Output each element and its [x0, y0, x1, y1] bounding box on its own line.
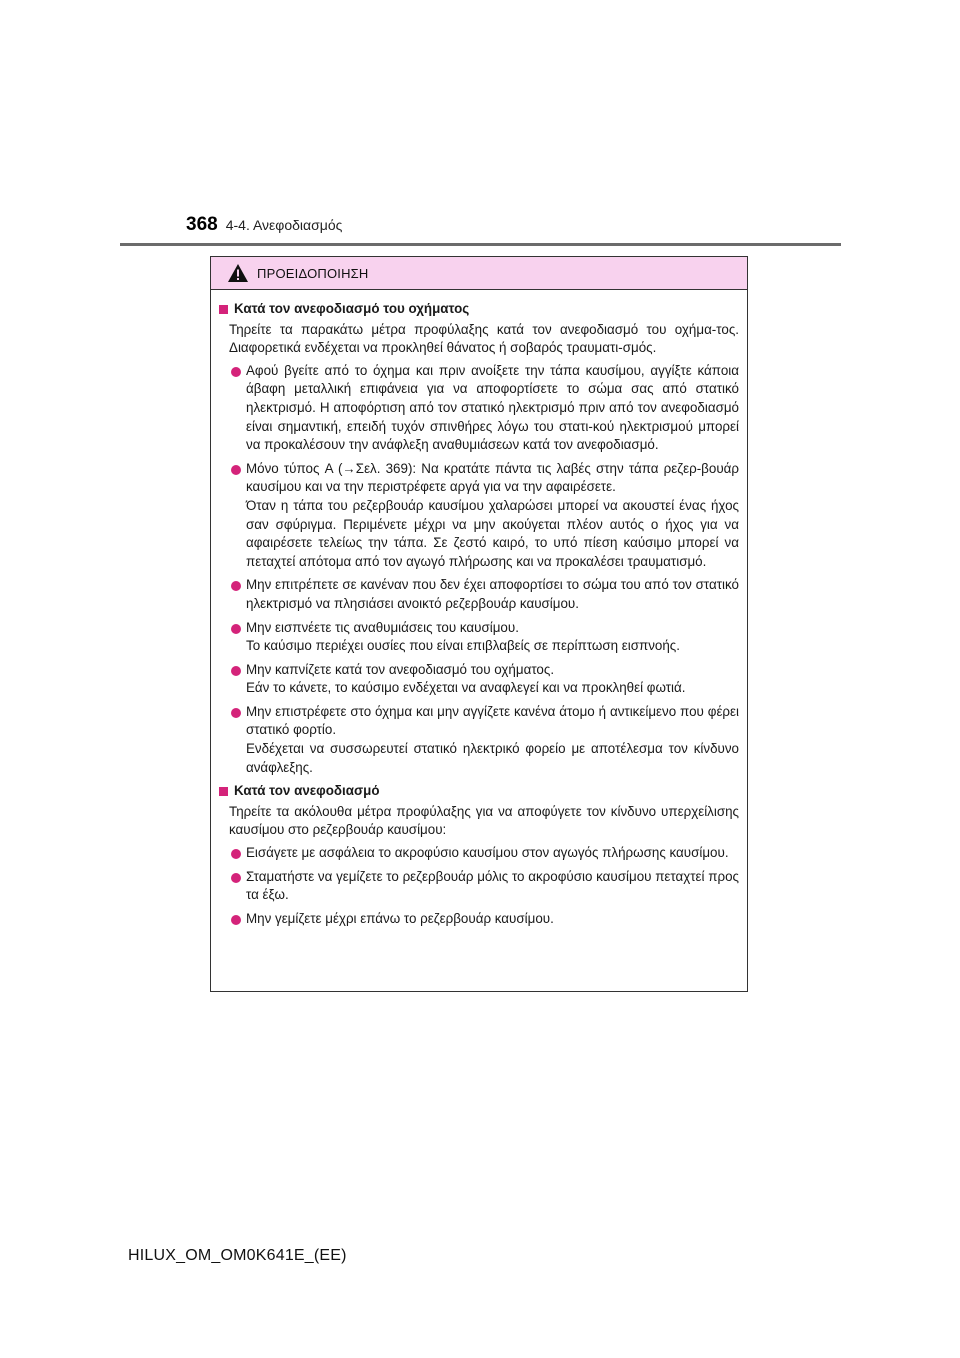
round-bullet-icon — [231, 666, 241, 676]
bullet-text: Μην εισπνέετε τις αναθυμιάσεις του καυσίμου. — [246, 619, 519, 635]
bullet-text: Το καύσιμο περιέχει ουσίες που είναι επιβλαβείς σε περίπτωση εισπνοής. — [246, 638, 680, 654]
round-bullet-icon — [231, 873, 241, 883]
bullet-item — [219, 661, 739, 698]
bullet-item — [219, 619, 739, 656]
round-bullet-icon — [231, 624, 241, 634]
bullet-text: Μην επιστρέφετε στο όχημα και μην αγγίζετε κανένα άτομο ή αντικείμενο που φέρει στατικό φορτίο. — [246, 703, 739, 738]
bullet-list — [219, 844, 739, 928]
warning-title: ΠΡΟΕΙΔΟΠΟΙΗΣΗ — [257, 265, 369, 281]
bullet-item — [219, 460, 739, 572]
section-intro: Τηρείτε τα ακόλουθα μέτρα προφύλαξης για να αποφύγετε τον κίνδυνο υπερχείλισης καυσίμου στο ρεζερβουάρ καυσίμου: — [229, 803, 739, 838]
bullet-text: Εάν το κάνετε, το καύσιμο ενδέχεται να αναφλεγεί και να προκληθεί φωτιά. — [246, 680, 686, 696]
bullet-list — [219, 362, 739, 777]
warning-body — [211, 290, 747, 928]
warning-header — [211, 257, 747, 290]
bullet-item — [219, 703, 739, 777]
bullet-item — [219, 910, 739, 929]
bullet-item — [219, 576, 739, 613]
warning-section — [219, 300, 739, 777]
page-number: 368 — [186, 214, 218, 235]
bullet-text: Μην γεμίζετε μέχρι επάνω το ρεζερβουάρ καυσίμου. — [246, 910, 554, 926]
round-bullet-icon — [231, 465, 241, 475]
section-heading-text: Κατά τον ανεφοδιασμό — [234, 783, 380, 799]
round-bullet-icon — [231, 708, 241, 718]
round-bullet-icon — [231, 367, 241, 377]
bullet-text: Μόνο τύπος A (→Σελ. 369): Να κρατάτε πάντα τις λαβές στην τάπα ρεζερ-βουάρ καυσίμου και να την περιστρέφετε αργά για να την αφαιρέσετε. — [246, 460, 739, 495]
header-rule — [120, 243, 841, 246]
bullet-text: Ενδέχεται να συσσωρευτεί στατικό ηλεκτρικό φορείο με αποτέλεσμα τον κίνδυνο ανάφλεξης. — [246, 741, 739, 775]
page-header — [186, 214, 342, 240]
bullet-text: Μην καπνίζετε κατά τον ανεφοδιασμό του οχήματος. — [246, 661, 555, 677]
warning-section — [219, 782, 739, 928]
bullet-item — [219, 868, 739, 905]
section-heading-text: Κατά τον ανεφοδιασμό του οχήματος — [234, 301, 470, 316]
round-bullet-icon — [231, 849, 241, 859]
bullet-text: Μην επιτρέπετε σε κανέναν που δεν έχει αποφορτίσει το σώμα του από τον στατικό ηλεκτρισμό να πλησιάσει ανοικτό ρεζερβουάρ καυσίμου. — [246, 577, 739, 611]
bullet-item — [219, 362, 739, 455]
bullet-text: Αφού βγείτε από το όχημα και πριν ανοίξετε την τάπα καυσίμου, αγγίξτε κάποια άβαφη μεταλλική επιφάνεια για να αποφορτίσετε το σώμα σας από στατικό ηλεκτρισμό. Η αποφόρτιση από τον στατικό ηλεκτρισμό πριν από τον ανεφοδιασμό είναι σημαντική, επειδή τυχόν σπινθήρες λόγω του στατι-κού ηλεκτρισμού μπορεί να προκαλέσουν την ανάφλεξη αναθυμιάσεων κατά τον ανεφοδιασμό. — [246, 362, 739, 453]
manual-code: HILUX_OM_OM0K641E_(EE) — [128, 1247, 347, 1264]
bullet-item — [219, 844, 739, 863]
bullet-text: Όταν η τάπα του ρεζερβουάρ καυσίμου χαλαρώσει μπορεί να ακουστεί ένας ήχος σαν σφύριγμα. Περιμένετε μέχρι να μην ακούγεται πλέον αυτός ο ήχος για να αφαιρέσετε τελείως την τάπα. Σε ζεστό καιρό, το υπό πίεση καύσιμο μπορεί να πεταχτεί απότομα από τον αγωγό πλήρωσης και να προκαλέσει τραυματισμό. — [246, 497, 739, 569]
warning-box — [210, 256, 748, 992]
bullet-text: Σταματήστε να γεμίζετε το ρεζερβουάρ μόλις το ακροφύσιο καυσίμου πεταχτεί προς τα έξω. — [246, 868, 739, 903]
bullet-text: Εισάγετε με ασφάλεια το ακροφύσιο καυσίμου στον αγωγός πλήρωσης καυσίμου. — [246, 845, 729, 861]
section-title: 4-4. Ανεφοδιασμός — [225, 217, 343, 233]
square-bullet-icon — [219, 305, 228, 314]
round-bullet-icon — [231, 581, 241, 591]
warning-triangle-icon — [227, 263, 249, 283]
section-intro: Τηρείτε τα παρακάτω μέτρα προφύλαξης κατά τον ανεφοδιασμό του οχήμα-τος. Διαφορετικά ενδέχεται να προκληθεί θάνατος ή σοβαρός τραυματι-σμός. — [229, 321, 739, 356]
section-heading — [219, 300, 739, 319]
square-bullet-icon — [219, 787, 228, 796]
section-heading — [219, 782, 739, 801]
round-bullet-icon — [231, 915, 241, 925]
